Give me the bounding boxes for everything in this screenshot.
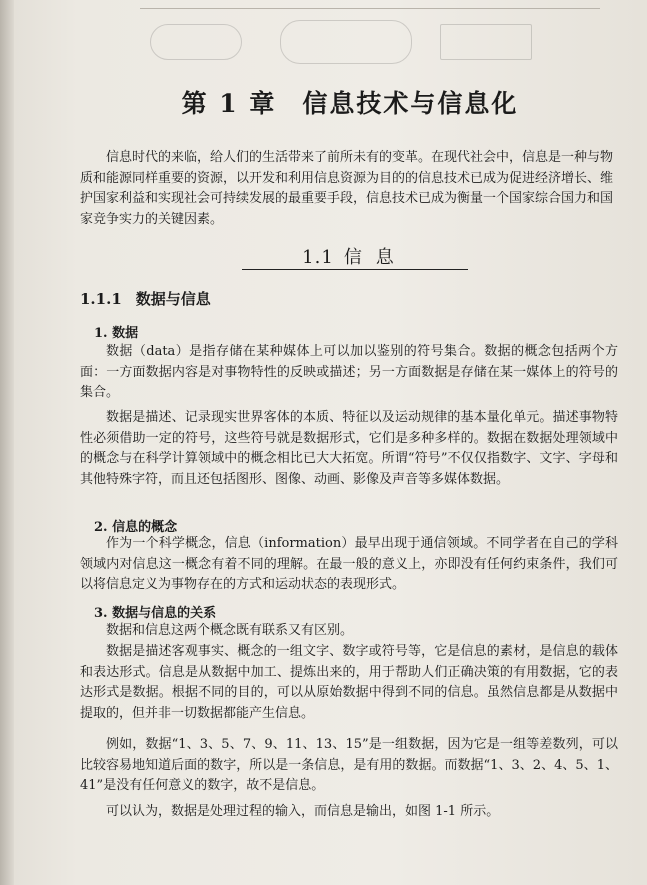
- header-rule: [140, 8, 600, 9]
- subsection-number: 1.1.1: [80, 290, 122, 308]
- show-through-diagram: [80, 14, 620, 94]
- subsection-heading: [80, 288, 211, 309]
- book-spine-shadow: [0, 0, 14, 885]
- section-heading: [242, 243, 468, 270]
- paragraph: 数据是描述、记录现实世界客体的本质、特征以及运动规律的基本量化单元。描述事物特性必须借助一定的符号，这些符号就是数据形式，它们是多种多样的。数据在数据处理领域中的概念与在科学计算领域中的概念相比已大大拓宽。所谓“符号”不仅仅指数字、文字、字母和其他特殊字符，而且还包括图形、图像、动画、影像及声音等多媒体数据。: [80, 410, 618, 487]
- section-number: 1.1: [302, 247, 334, 268]
- paragraph: 例如，数据“1、3、5、7、9、11、13、15”是一组数据，因为它是一组等差数列，可以比较容易地知道后面的数字，所以是一条信息，是有用的数据。而数据“1、3、2、4、5、1、41”是没有任何意义的数字，故不是信息。: [80, 737, 618, 793]
- paragraph: 作为一个科学概念，信息（information）最早出现于通信领域。不同学者在自己的学科领域内对信息这一概念有着不同的理解。在最一般的意义上，亦即没有任何约束条件，我们可以将信息定义为事物存在的方式和运动状态的表现形式。: [80, 536, 618, 592]
- paragraph: 数据（data）是指存储在某种媒体上可以加以鉴别的符号集合。数据的概念包括两个方面：一方面数据内容是对事物特性的反映或描述；另一方面数据是存储在某一媒体上的符号的集合。: [80, 344, 618, 400]
- item-heading-data: 1. 数据: [94, 326, 139, 341]
- chapter-name: 信息技术与信息化: [302, 89, 519, 118]
- chapter-number: 第 1 章: [181, 89, 277, 118]
- chapter-intro: 信息时代的来临，给人们的生活带来了前所未有的变革。在现代社会中，信息是一种与物质和能源同样重要的资源，以开发和利用信息资源为目的的信息技术已成为促进经济增长、维护国家利益和实现社会可持续发展的最重要手段，信息技术已成为衡量一个国家综合国力和国家竞争实力的关键因素。: [80, 150, 614, 227]
- subsection-title: 数据与信息: [135, 290, 211, 308]
- chapter-title: [110, 84, 590, 120]
- item-heading-info-concept: 2. 信息的概念: [94, 520, 178, 535]
- item-heading-relation: 3. 数据与信息的关系: [94, 606, 217, 621]
- paragraph: 数据是描述客观事实、概念的一组文字、数字或符号等，它是信息的素材，是信息的载体和表达形式。信息是从数据中加工、提炼出来的，用于帮助人们正确决策的有用数据，它的表达形式是数据。根据不同的目的，可以从原始数据中得到不同的信息。虽然信息都是从数据中提取的，但并非一切数据都能产生信息。: [80, 644, 618, 721]
- paragraph: 可以认为，数据是处理过程的输入，而信息是输出，如图 1-1 所示。: [106, 804, 500, 819]
- paragraph: 数据和信息这两个概念既有联系又有区别。: [106, 623, 354, 638]
- section-title: 信息: [343, 247, 408, 268]
